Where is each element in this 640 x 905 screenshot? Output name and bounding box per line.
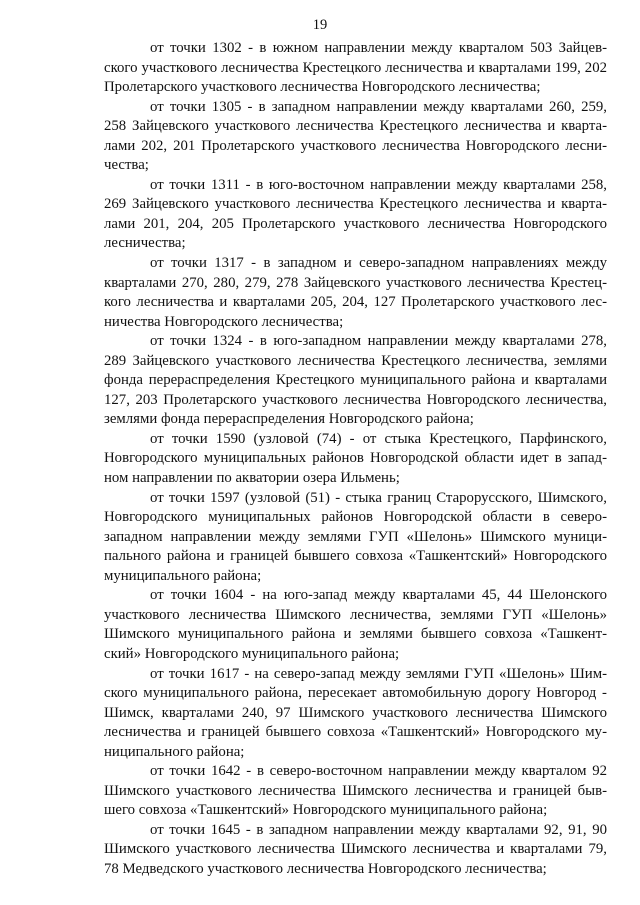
boundary-paragraph: от точки 1311 - в юго-восточном направлении между кварталами 258, 269 Зайцевского участкового лесничества Крестецкого лесничества и кварталами 201, 204, 205 Пролетарского участкового лесничества Новгородского лесничества;	[104, 176, 607, 252]
boundary-paragraph: от точки 1590 (узловой (74) - от стыка Крестецкого, Парфинского, Новгородского муниципальных районов Новгородской области идет в западном направлении по акватории озера Ильмень;	[104, 430, 607, 487]
document-body	[104, 39, 607, 880]
boundary-paragraph: от точки 1317 - в западном и северо-западном направлениях между кварталами 270, 280, 279, 278 Зайцевского участкового лесничества Крестецкого лесничества и кварталами 205, 204, 127 Пролетарского участкового лесничества Новгородского лесничества;	[104, 255, 607, 330]
boundary-paragraph: от точки 1642 - в северо-восточном направлении между кварталом 92 Шимского участкового лесничества Шимского лесничества и границей бывшего совхоза «Ташкентский» Новгородского муниципального района;	[104, 763, 607, 819]
boundary-paragraph: от точки 1604 - на юго-запад между кварталами 45, 44 Шелонского участкового лесничества Шимского лесничества, землями ГУП «Шелонь» Шимского муниципального района и землями бывшего совхоза «Ташкентский» Новгородского муниципального района;	[104, 587, 607, 662]
boundary-paragraph: от точки 1645 - в западном направлении между кварталами 92, 91, 90 Шимского участкового лесничества Шимского лесничества и кварталами 79, 78 Медведского участкового лесничества Новгородского лесничества;	[104, 821, 607, 877]
boundary-paragraph: от точки 1324 - в юго-западном направлении между кварталами 278, 289 Зайцевского участкового лесничества Крестецкого лесничества, землями фонда перераспределения Крестецкого муниципального района и кварталами 127, 203 Пролетарского участкового лесничества Новгородского лесничества, землями фонда перераспределения Новгородского района;	[104, 333, 607, 428]
boundary-paragraph: от точки 1305 - в западном направлении между кварталами 260, 259, 258 Зайцевского участкового лесничества Крестецкого лесничества и кварталами 202, 201 Пролетарского участкового лесничества Новгородского лесничества;	[104, 98, 607, 174]
page-number: 19	[312, 17, 328, 33]
boundary-paragraph: от точки 1302 - в южном направлении между кварталом 503 Зайцевского участкового лесничества Крестецкого лесничества и кварталами 199, 202 Пролетарского участкового лесничества Новгородского лесничества;	[104, 40, 607, 96]
boundary-paragraph: от точки 1597 (узловой (51) - стыка границ Старорусского, Шимского, Новгородского муниципальных районов Новгородской области в северозападном направлении между землями ГУП «Шелонь» Шимского муниципального района и границей бывшего совхоза «Ташкентский» Новгородского муниципального района;	[104, 489, 607, 584]
boundary-paragraph: от точки 1617 - на северо-запад между землями ГУП «Шелонь» Шимского муниципального района, пересекает автомобильную дорогу Новгород - Шимск, кварталами 240, 97 Шимского участкового лесничества Шимского лесничества и границей бывшего совхоза «Ташкентский» Новгородского муниципального района;	[104, 665, 607, 760]
